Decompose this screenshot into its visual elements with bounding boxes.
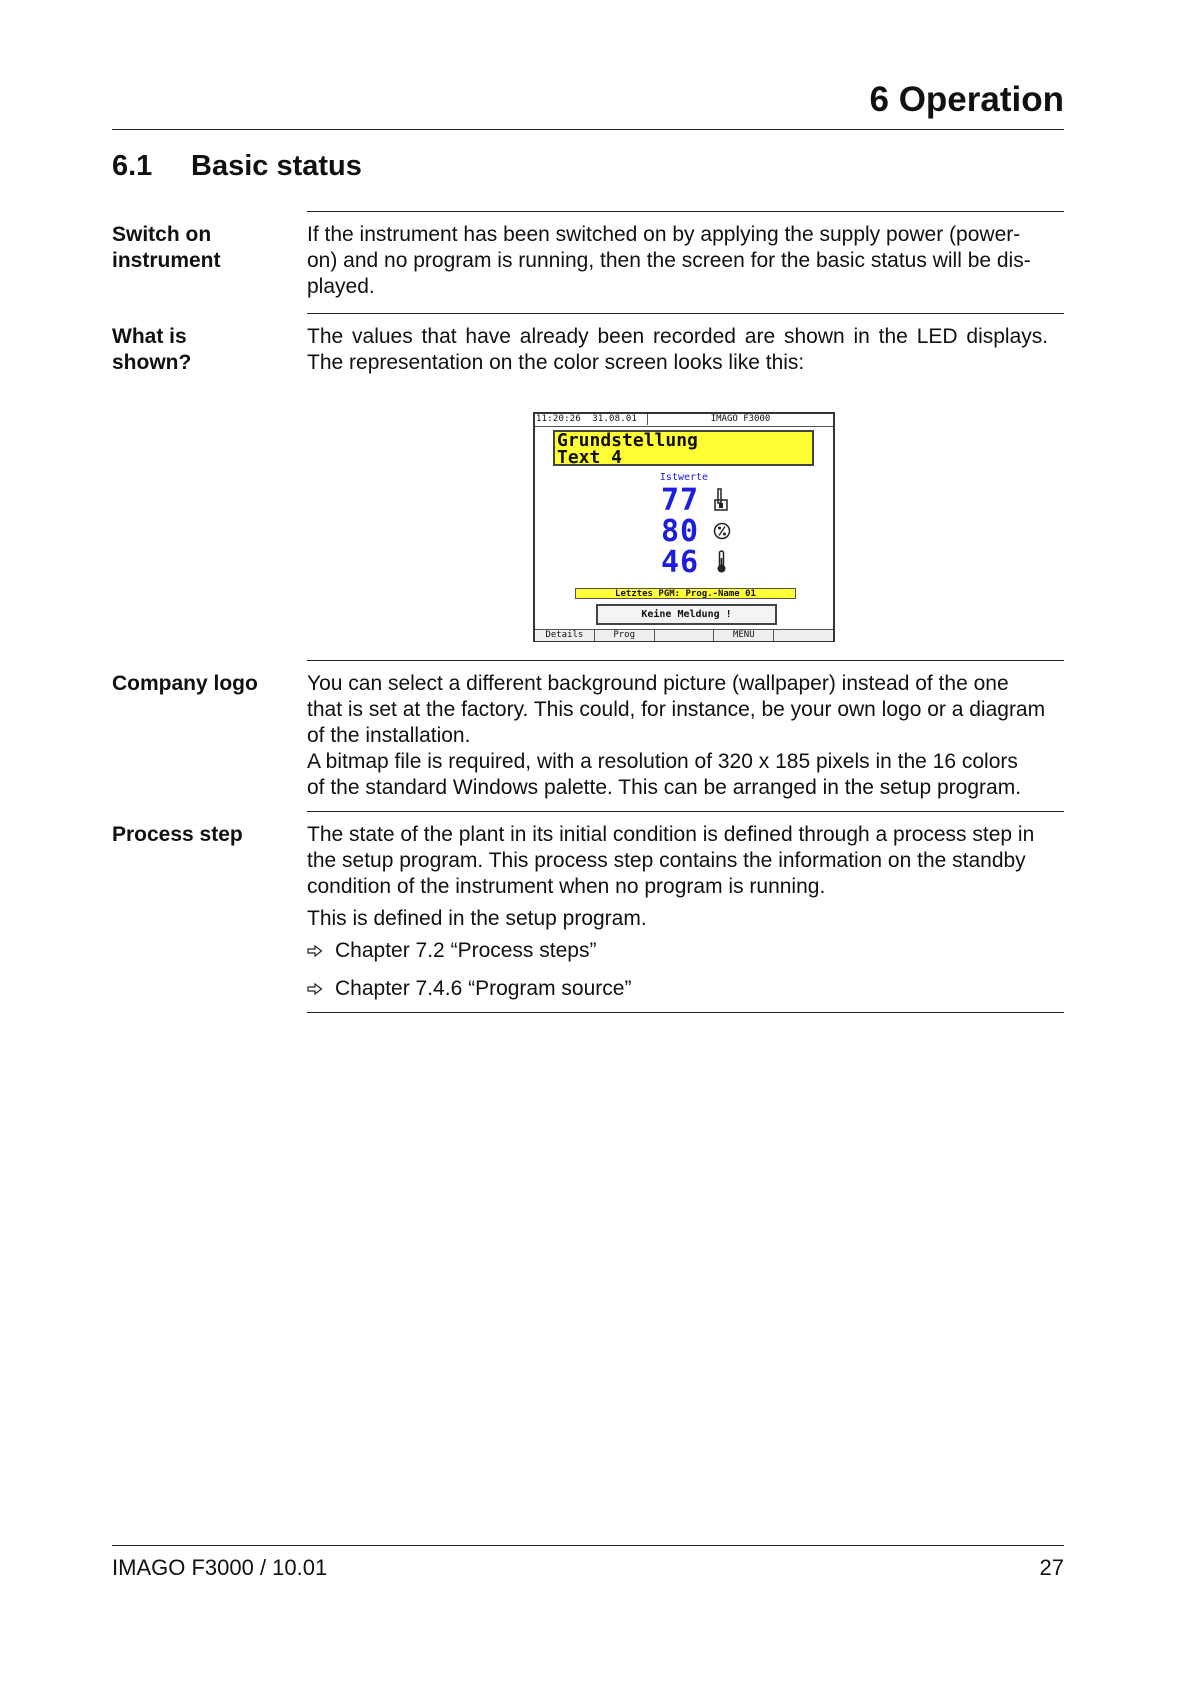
paragraph-what-is-shown: The values that have already been recorded are shown in the LED displays. The representation on the color screen looks like this: — [307, 325, 1049, 374]
footer-rule — [112, 1545, 1064, 1546]
page-number: 27 — [1039, 1555, 1064, 1580]
section-number: 6.1 — [112, 150, 153, 182]
xref-program-source[interactable] — [307, 976, 1064, 1002]
arrow-right-icon — [307, 983, 323, 995]
side-label-switch-on: Switch on instrument — [112, 223, 221, 272]
screen-value-3: 46 — [661, 545, 700, 580]
softkey-empty — [774, 630, 833, 641]
row-divider — [307, 1012, 1064, 1013]
row-divider — [307, 811, 1064, 812]
softkey-menu: MENU — [714, 630, 774, 641]
screen-message-box: Keine Meldung ! — [596, 604, 777, 625]
arrow-right-icon — [307, 945, 323, 957]
chapter-title: 6 Operation — [869, 80, 1064, 119]
side-label-process-step: Process step — [112, 823, 243, 846]
xref-label[interactable]: Chapter 7.4.6 “Program source” — [335, 977, 632, 1000]
humidity-percent-icon — [713, 519, 731, 543]
screen-status-bar — [535, 414, 833, 427]
device-screen-figure — [533, 412, 835, 642]
row-divider — [307, 660, 1064, 661]
screen-value-1: 77 — [661, 483, 700, 518]
softkey-details: Details — [535, 630, 595, 641]
paragraph-company-logo: You can select a different background picture (wallpaper) instead of the one that is set at the factory. This could, for instance, be your own logo or a diagram of the installation. A bitmap file is required, with a resolution of 320 x 185 pixels in the 16 colors of the standard Windows palette. This can be arranged in the setup program. — [307, 672, 1046, 799]
screen-values-label: Istwerte — [659, 472, 709, 483]
screen-title-line: Grundstellung — [557, 430, 698, 451]
screen-title-line: Text 4 — [557, 447, 623, 468]
screen-model-name: IMAGO F3000 — [710, 414, 771, 424]
section-heading — [112, 152, 362, 181]
side-label-what-is-shown: What is shown? — [112, 325, 192, 374]
footer-doc-id: IMAGO F3000 / 10.01 — [112, 1555, 328, 1580]
screen-title-box — [553, 430, 814, 466]
xref-process-steps[interactable] — [307, 938, 1064, 964]
screen-value-2: 80 — [661, 514, 700, 549]
header-rule — [112, 129, 1064, 130]
side-label-company-logo: Company logo — [112, 672, 258, 695]
paragraph-switch-on: If the instrument has been switched on by applying the supply power (power- on) and no program is running, then the screen for the basic status will be dis- played. — [307, 223, 1031, 298]
screen-last-program: Letztes PGM: Prog.-Name 01 — [575, 588, 796, 599]
softkey-prog: Prog — [595, 630, 655, 641]
screen-softkey-bar — [535, 629, 833, 641]
row-divider — [307, 313, 1064, 314]
row-divider — [307, 211, 1064, 212]
section-title: Basic status — [191, 150, 362, 182]
pressure-gauge-icon — [713, 488, 731, 512]
thermometer-icon — [713, 550, 731, 574]
softkey-empty — [655, 630, 715, 641]
paragraph-process-step: The state of the plant in its initial condition is defined through a process step in the setup program. This process step contains the information on the standby condition of the instrument when no program is running. This is defined in the setup program. Chapter 7.2 “Process steps” Chapter 7.4.6 “Program source” — [307, 822, 1064, 1002]
screen-datetime: 11:20:26 31.08.01 — [536, 414, 648, 425]
xref-label[interactable]: Chapter 7.2 “Process steps” — [335, 939, 597, 962]
